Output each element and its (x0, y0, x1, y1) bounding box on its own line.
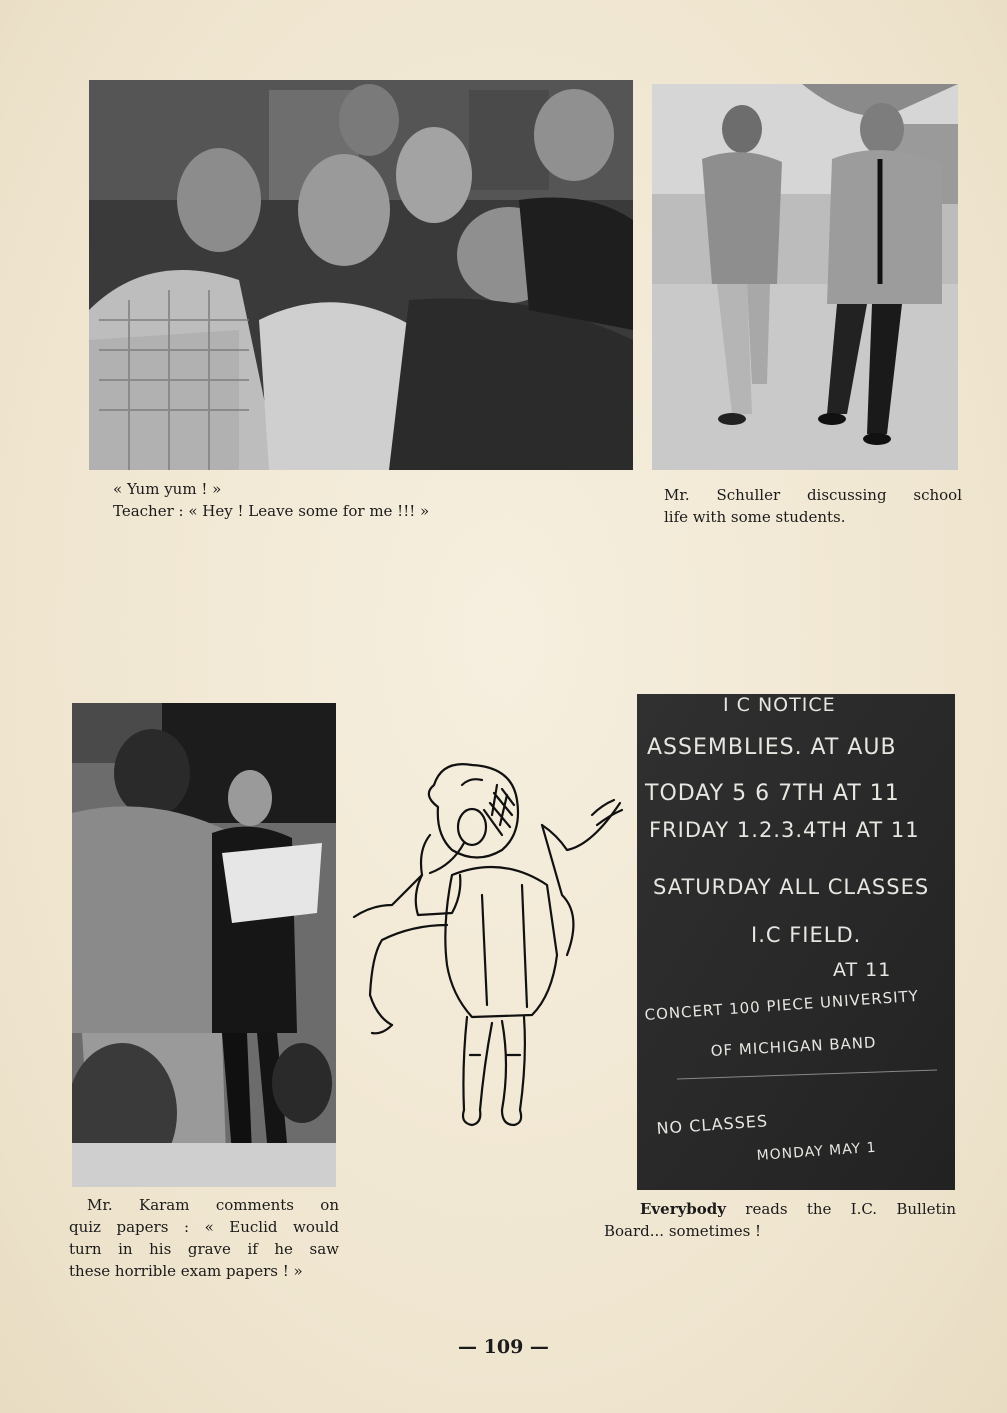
board-line-5: SATURDAY ALL CLASSES (653, 875, 930, 899)
bulletin-board-photo (637, 694, 955, 1190)
board-line-1: I C NOTICE (723, 694, 836, 716)
board-line-7: AT 11 (833, 959, 892, 981)
karam-caption-line3: turn in his grave if he saw (69, 1240, 339, 1258)
teacher-classroom-photo (72, 703, 336, 1187)
yum-caption (113, 478, 493, 522)
page-number: — 109 — (458, 1336, 549, 1358)
board-line-9: OF MICHIGAN BAND (710, 1033, 877, 1060)
students-eating-photo (89, 80, 633, 470)
board-line-6: I.C FIELD. (751, 923, 862, 947)
board-line-10: NO CLASSES (655, 1111, 769, 1138)
yum-caption-line2: Teacher : « Hey ! Leave some for me !!! » (113, 502, 430, 520)
schuller-caption (664, 484, 962, 528)
board-line-4: FRIDAY 1.2.3.4TH AT 11 (649, 818, 920, 842)
bulletin-caption-line2: Board... sometimes ! (604, 1222, 762, 1240)
karam-caption-line1: Mr. Karam comments on (87, 1196, 339, 1214)
bulletin-caption-line1 (604, 1198, 956, 1220)
yum-caption-line1: « Yum yum ! » (113, 480, 222, 498)
boy-on-phone-cartoon (352, 755, 628, 1135)
karam-caption-line2: quiz papers : « Euclid would (69, 1218, 339, 1236)
board-line-2: ASSEMBLIES. AT AUB (647, 735, 897, 760)
bulletin-caption-rest: reads the I.C. Bulletin (745, 1200, 956, 1218)
karam-caption (69, 1194, 339, 1282)
men-walking-photo (652, 84, 958, 470)
board-line-3: TODAY 5 6 7TH AT 11 (645, 781, 900, 806)
schuller-caption-line1: Mr. Schuller discussing school (664, 486, 962, 504)
schuller-caption-line2: life with some students. (664, 508, 846, 526)
karam-caption-line4: these horrible exam papers ! » (69, 1262, 303, 1280)
bulletin-caption-bold: Everybody (640, 1200, 727, 1218)
board-line-8: CONCERT 100 PIECE UNIVERSITY (644, 986, 920, 1024)
board-line-11: MONDAY MAY 1 (756, 1139, 878, 1164)
bulletin-caption (604, 1198, 956, 1242)
